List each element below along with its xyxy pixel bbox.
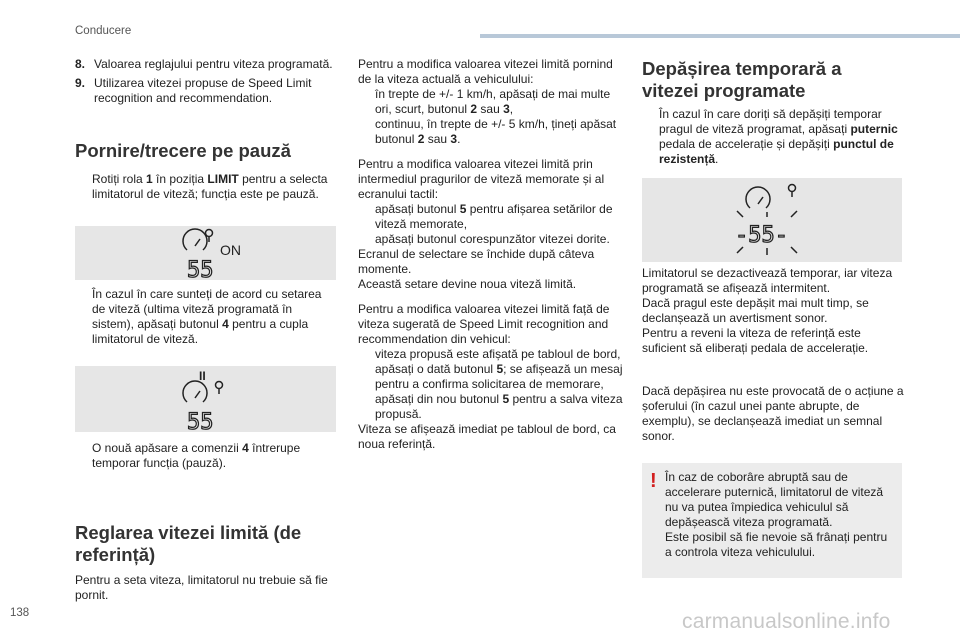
para-setare: Pentru a seta viteza, limitatorul nu trebuie să fie pornit.: [75, 573, 328, 602]
display-panel-pause: [75, 366, 336, 432]
bullet-pauza: O nouă apăsare a comenzii 4 întrerupe temporar funcția (pauză).: [92, 441, 301, 470]
heading-reglarea: Reglarea vitezei limită (de referință): [75, 522, 302, 565]
bullet: în trepte de +/- 1 km/h, apăsați de mai multe ori, scurt, butonul 2 sau 3,: [375, 87, 611, 116]
speed-limiter-pause-illustration: [75, 366, 336, 432]
bullet: continuu, în trepte de +/- 5 km/h, țineți apăsat butonul 2 sau 3.: [375, 117, 617, 146]
column-2: Pentru a modifica valoarea vitezei limită pornind de la viteza actuală a vehiculului: în trepte de +/- 1 km/h, apăsați de mai multe ori, scurt, butonul 2 sau 3, continuu, în trepte de +/- 5 km/h, țineți apăsat butonul 2 sau 3. Pentru a modifica valoarea vitezei limită prin intermediul pragurilor de viteză memorate și al ecranului tactil: apăsați butonul 5 pentru afișarea setărilor de viteză memorate, apăsați butonul corespunzător vitezei dorite. Ecranul de selectare se închide după câteva momente. Această setare devine noua viteză limită. Pentru a modifica valoarea vitezei limită față de viteza sugerată de Speed Limit recognition and recommendation din vehicul: viteza propusă este afișată pe tabloul de bord, apăsați o dată butonul 5; se afișează un mesaj pentru a confirma solicitarea de memorare, apăsați din nou butonul 5 pentru a salva viteza propusă. Viteza se afișează imediat pe tabloul de bord, ca noua referință.: [358, 57, 623, 451]
page-number: 138: [10, 607, 30, 619]
bullet-rotiti: Rotiți rola 1 în poziția LIMIT pentru a selecta limitatorul de viteză; funcția este pe pauză.: [92, 172, 328, 201]
speed-limiter-blink-illustration: [642, 178, 902, 262]
para-limitator: Limitatorul se dezactivează temporar, iar viteza programată se afișează intermitent. Dacă pragul este depășit mai mult timp, se declanșează un avertisment sonor. Pentru a reveni la viteza de referință este suficient să eliberați pedala de accelerație.: [642, 266, 893, 355]
display-panel-blink: [642, 178, 902, 262]
speed-limiter-on-illustration: [75, 226, 336, 280]
display-panel-on: [75, 226, 336, 280]
para-semnal: Dacă depășirea nu este provocată de o acțiune a șoferului (în cazul unei pante abrupte, de exemplu), se declanșează imediat un semnal sonor.: [642, 384, 904, 443]
warning-icon: !: [650, 470, 657, 492]
heading-pornire: Pornire/trecere pe pauză: [75, 140, 291, 161]
speed-digits: -55-: [735, 223, 788, 248]
speed-digits: 55: [187, 258, 214, 280]
bullet: viteza propusă este afișată pe tabloul de bord,: [375, 347, 621, 361]
bullet: apăsați butonul corespunzător vitezei dorite.: [375, 232, 610, 246]
warning-box: ! În caz de coborâre abruptă sau de accelerare puternică, limitatorul de viteză nu va putea împiedica vehiculul să depășească viteza programată. Este posibil să fie nevoie să frânați pentru a controla viteza vehiculului.: [642, 463, 902, 578]
heading-depasirea: Depășirea temporară a vitezei programate: [642, 58, 842, 101]
header-bar: [480, 34, 960, 38]
pause-label: II: [199, 369, 206, 383]
section-title: Conducere: [75, 25, 132, 37]
on-label: ON: [220, 242, 241, 258]
bullet: apăsați din nou butonul 5 pentru a salva viteza propusă.: [375, 392, 623, 421]
list-item: 9. Utilizarea vitezei propuse de Speed Limit recognition and recommendation.: [75, 76, 312, 105]
numbered-list: [75, 57, 335, 110]
list-item: 8. Valoarea reglajului pentru viteza programată.: [75, 57, 333, 71]
bullet-setare: În cazul în care sunteți de acord cu setarea de viteză (ultima viteză programată în sistem), apăsați butonul 4 pentru a cupla limitatorul de viteză.: [92, 287, 322, 346]
bullet-depasire: În cazul în care doriți să depășiți temporar pragul de viteză programat, apăsați puternic pedala de accelerație și depășiți punctul de rezistență.: [659, 107, 898, 166]
bullet: apăsați butonul 5 pentru afișarea setărilor de viteză memorate,: [375, 202, 613, 231]
watermark: carmanualsonline.info: [682, 610, 891, 633]
bullet: apăsați o dată butonul 5; se afișează un mesaj pentru a confirma solicitarea de memorare,: [375, 362, 623, 391]
speed-digits: 55: [187, 410, 214, 432]
